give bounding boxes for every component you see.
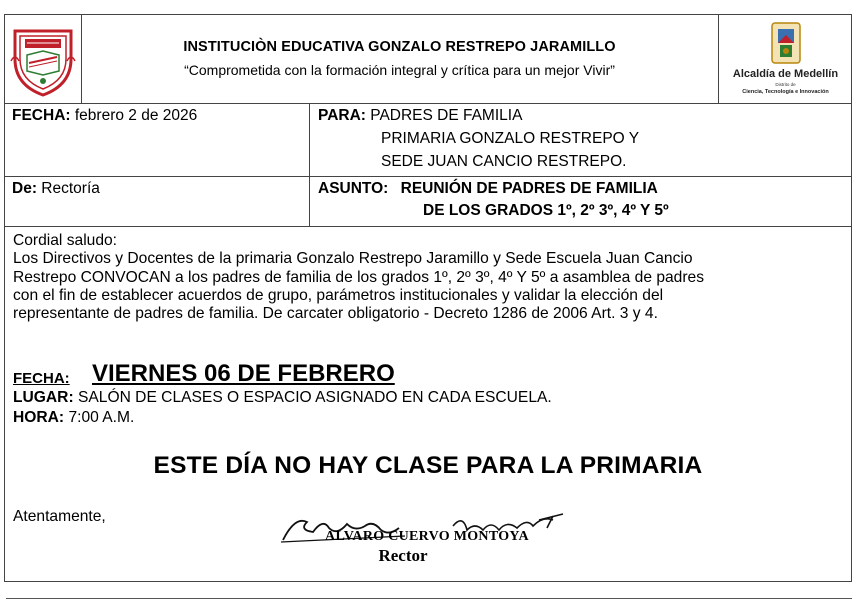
memo-body [13,232,849,323]
memo-de-label: De: [12,180,37,197]
body-greeting: Cordial saludo: [13,232,118,249]
letterhead [5,15,851,104]
memo-asunto-line: REUNIÓN DE PADRES DE FAMILIA [400,180,658,197]
memo-asunto [318,180,658,198]
signer-name: ALVARO CUERVO MONTOYA [325,529,529,544]
memo-asunto-line: DE LOS GRADOS 1º, 2º 3º, 4º Y 5º [423,202,669,219]
event-lugar-label: LUGAR: [13,389,74,406]
school-crest-cell [5,15,82,103]
memo-de [12,180,100,198]
alcaldia-subtitle: Distrito de [775,82,796,87]
memo-fecha-value: febrero 2 de 2026 [74,107,198,124]
bottom-rule [6,598,852,599]
memo-row-de-asunto [5,176,851,227]
cell-divider [309,176,310,226]
memo-row-fecha-para [5,103,851,177]
institution-name: INSTITUCIÒN EDUCATIVA GONZALO RESTREPO JARAMILLO [183,39,616,55]
event-fecha-value: VIERNES 06 DE FEBRERO [92,360,395,387]
alcaldia-name: Alcaldía de Medellín [732,68,839,80]
memo-fecha-label: FECHA: [12,107,71,124]
body-line: Los Directivos y Docentes de la primaria Gonzalo Restrepo Jaramillo y Sede Escuela Juan Cancio [13,250,693,268]
school-crest-logo [5,15,81,103]
event-hora [13,409,134,427]
event-lugar-value: SALÓN DE CLASES O ESPACIO ASIGNADO EN CADA ESCUELA. [77,389,552,406]
alcaldia-logo-cell [718,15,852,103]
event-fecha-label: FECHA: [13,370,70,387]
medellin-seal-logo [768,21,804,67]
signer-role: Rector [378,546,428,565]
memo-para-line: SEDE JUAN CANCIO RESTREPO. [381,153,627,170]
body-line: Restrepo CONVOCAN a los padres de familia de los grados 1º, 2º 3º, 4º Y 5º a asamblea de padres [13,268,704,286]
event-hora-label: HORA: [13,409,65,426]
closing-text: Atentamente, [13,508,106,525]
cell-divider [309,103,310,176]
memo-para [318,107,522,125]
memo-asunto-label: ASUNTO: [318,180,389,197]
body-line: representante de padres de familia. De carcater obligatorio - Decreto 1286 de 2006 Art. 3 y 4. [13,305,658,323]
memo-para-label: PARA: [318,107,366,124]
memo-fecha [12,107,197,125]
event-hora-value: 7:00 A.M. [68,409,135,426]
memo-frame [4,14,852,582]
body-line: con el fin de establecer acuerdos de grupo, parámetros institucionales y validar la elección del [13,286,664,304]
no-class-notice: ESTE DÍA NO HAY CLASE PARA LA PRIMARIA [153,452,703,479]
memo-de-value: Rectoría [41,180,100,197]
institution-motto: “Comprometida con la formación integral y crítica para un mejor Vivir” [184,62,615,78]
memo-para-line: PADRES DE FAMILIA [370,107,523,124]
event-lugar [13,389,552,407]
alcaldia-department: Ciencia, Tecnología e Innovación [742,89,829,95]
memo-para-line: PRIMARIA GONZALO RESTREPO Y [381,130,640,147]
